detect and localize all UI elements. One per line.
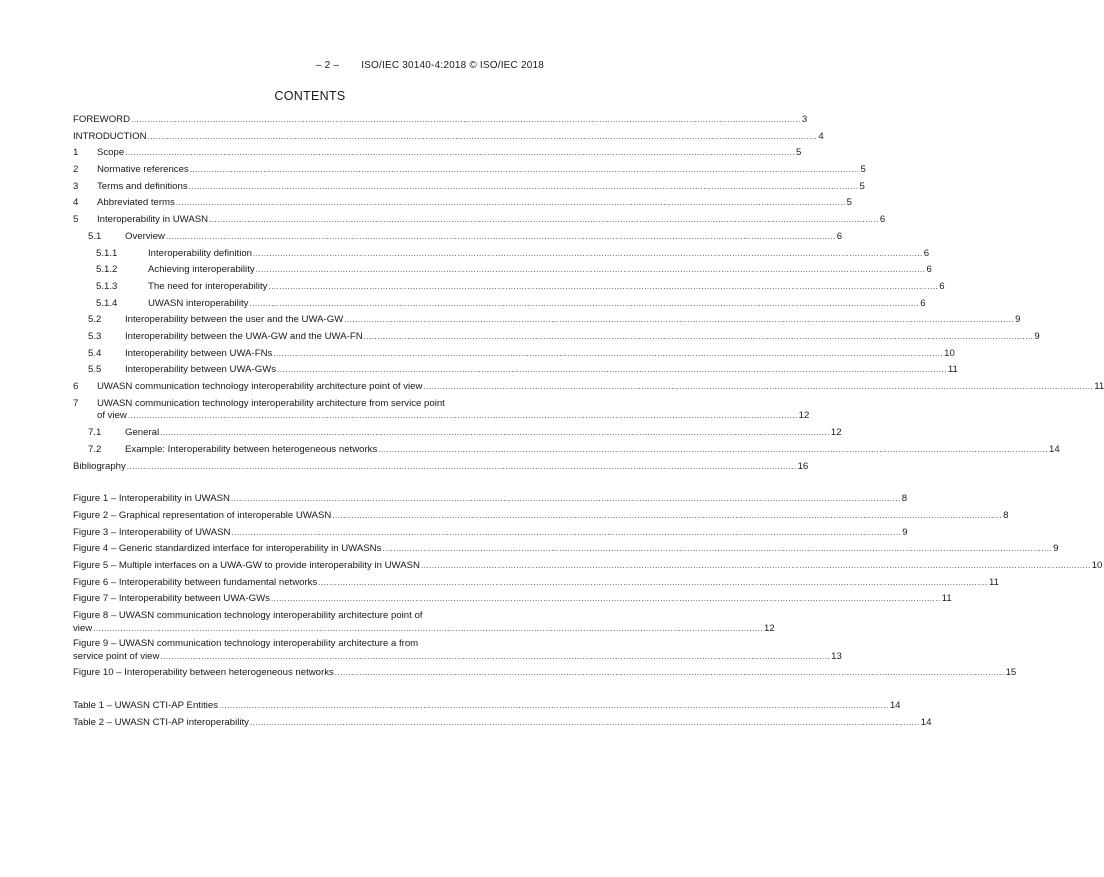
entry-page: 9: [1034, 330, 1040, 342]
dot-leader: [364, 329, 1034, 346]
entry-number: 2: [73, 164, 79, 176]
dot-leader: [249, 296, 919, 313]
toc-entry[interactable]: [73, 145, 802, 162]
dot-leader: [125, 145, 795, 162]
entry-number: 5.5: [88, 364, 102, 376]
entry-label: Figure 10 – Interoperability between heterogeneous networks: [73, 667, 334, 679]
entry-page: 13: [831, 650, 842, 662]
entry-page: 6: [836, 230, 843, 242]
toc-entry[interactable]: [73, 179, 865, 196]
dot-leader: [256, 262, 926, 279]
entry-page: 5: [859, 180, 865, 192]
entry-label: Figure 7 – Interoperability between UWA-GWs: [73, 593, 270, 605]
toc-entry[interactable]: [73, 246, 930, 263]
entry-number: 5.4: [88, 347, 102, 359]
entry-page: 6: [939, 280, 945, 292]
entry-page: 14: [920, 716, 932, 728]
entry-page: 16: [797, 460, 809, 472]
table-entry[interactable]: [73, 698, 901, 715]
toc-entry[interactable]: [73, 397, 810, 424]
entry-label: Interoperability in UWASN: [97, 214, 209, 226]
dot-leader: [176, 195, 846, 212]
toc-entry[interactable]: [73, 346, 955, 363]
entry-number: 7.1: [88, 427, 102, 439]
figure-entry[interactable]: [73, 591, 952, 608]
entry-label: Interoperability between the UWA-GW and the UWA-FN: [125, 330, 363, 342]
entry-label: Figure 4 – Generic standardized interface for interoperability in UWASNs: [73, 543, 382, 555]
dot-leader: [332, 508, 1002, 525]
dot-leader: [271, 591, 941, 608]
figure-entry[interactable]: [73, 525, 908, 542]
toc-entry[interactable]: [73, 296, 926, 313]
toc-entry[interactable]: [73, 442, 1060, 459]
entry-label-continued: service point of view: [73, 650, 160, 662]
entry-label: Scope: [97, 147, 125, 159]
entry-label: Interoperability between the user and the UWA-GW: [125, 314, 344, 326]
dot-leader: [93, 623, 763, 636]
page-header: [0, 60, 544, 71]
toc-entry[interactable]: [73, 425, 842, 442]
dot-leader: [231, 525, 901, 542]
section-gap: [73, 682, 545, 698]
table-entry[interactable]: [73, 715, 932, 732]
contents-title: CONTENTS: [274, 89, 346, 103]
entry-number: 6: [73, 381, 79, 392]
entry-label: Figure 5 – Multiple interfaces on a UWA-GW to provide interoperability in UWASN: [73, 560, 420, 572]
entry-label: UWASN interoperability: [148, 297, 249, 309]
toc-entry[interactable]: [73, 129, 824, 146]
entry-page: 6: [879, 214, 886, 226]
entry-page: 9: [1015, 314, 1021, 326]
dot-leader: [335, 665, 1005, 682]
entry-label: Figure 1 – Interoperability in UWASN: [73, 493, 230, 505]
figure-entry[interactable]: [73, 541, 1059, 558]
toc-entry[interactable]: [73, 195, 852, 212]
entry-label: Figure 8 – UWASN communication technology interoperability architecture point of: [73, 610, 423, 622]
entry-label: FOREWORD: [73, 114, 131, 125]
entry-number: 4: [73, 197, 79, 209]
page-number: – 2 –: [315, 60, 340, 71]
figure-entry[interactable]: [73, 491, 908, 508]
entry-page: 6: [923, 247, 930, 259]
entry-number: 5.3: [88, 330, 102, 342]
entry-label: Figure 2 – Graphical representation of interoperable UWASN: [73, 510, 332, 522]
toc-entry[interactable]: [73, 212, 886, 229]
dot-leader: [127, 459, 797, 476]
figure-entry[interactable]: [73, 665, 1017, 682]
entry-label: Terms and definitions: [97, 180, 188, 192]
entry-page: 8: [1003, 510, 1009, 522]
dot-leader: [148, 129, 818, 146]
entry-number: 3: [73, 180, 79, 192]
entry-page: 5: [795, 147, 802, 159]
entry-label: Abbreviated terms: [97, 197, 175, 209]
dot-leader: [423, 379, 1093, 396]
entry-number: 5.1.1: [96, 247, 118, 259]
dot-leader: [189, 179, 859, 196]
entry-number: 5: [73, 214, 79, 226]
entry-number: 7.2: [88, 443, 102, 455]
dot-leader: [250, 715, 920, 732]
entry-label: Overview: [125, 230, 165, 242]
entry-page: 11: [1094, 381, 1104, 392]
entry-label: Figure 9 – UWASN communication technology interoperability architecture a from: [73, 637, 419, 649]
toc-entry[interactable]: [73, 329, 1040, 346]
entry-page: 10: [1091, 560, 1103, 572]
entry-label: Interoperability between UWA-FNs: [125, 347, 273, 359]
entry-page: 8: [901, 493, 908, 505]
entry-number: 5.1.4: [96, 297, 118, 309]
table-of-contents: [73, 112, 1104, 731]
entry-label: UWASN communication technology interoperability architecture point of view: [97, 381, 423, 392]
entry-number: 5.1.3: [96, 280, 118, 292]
toc-entry[interactable]: [73, 229, 843, 246]
entry-page: 6: [920, 297, 926, 309]
entry-page: 12: [763, 622, 775, 634]
entry-page: 3: [801, 114, 808, 125]
entry-page: 15: [1005, 667, 1017, 679]
entry-number: 5.1: [88, 230, 102, 242]
toc-entry[interactable]: [73, 279, 945, 296]
entry-number: 5.2: [88, 314, 102, 326]
dot-leader: [421, 558, 1091, 575]
entry-page: 6: [926, 264, 932, 276]
figure-entry[interactable]: [73, 610, 775, 636]
dot-leader: [231, 491, 901, 508]
entry-label-continued: view: [73, 622, 93, 634]
entry-label: General: [125, 427, 160, 439]
entry-label: Table 1 – UWASN CTI-AP Entities: [73, 700, 219, 712]
dot-leader: [131, 112, 801, 129]
entry-page: 12: [830, 427, 842, 439]
dot-leader: [378, 442, 1048, 459]
dot-leader: [209, 212, 879, 229]
entry-label: Figure 6 – Interoperability between fundamental networks: [73, 576, 318, 588]
entry-label: Interoperability definition: [148, 247, 252, 259]
entry-page: 9: [902, 526, 908, 538]
dot-leader: [277, 362, 947, 379]
entry-label: Table 2 – UWASN CTI-AP interoperability: [73, 716, 249, 728]
entry-page: 5: [846, 197, 852, 209]
figure-entry[interactable]: [73, 508, 1009, 525]
entry-label: UWASN communication technology interoperability architecture from service point: [97, 397, 445, 409]
dot-leader: [128, 410, 798, 423]
entry-number: 1: [73, 147, 79, 159]
toc-entry[interactable]: [73, 459, 809, 476]
entry-page: 10: [944, 347, 955, 359]
entry-label-continued: of view: [97, 410, 127, 422]
dot-leader: [190, 162, 860, 179]
entry-label: Figure 3 – Interoperability of UWASN: [73, 526, 231, 538]
dot-leader: [273, 346, 943, 363]
entry-label: INTRODUCTION: [73, 130, 147, 142]
toc-entry[interactable]: [73, 262, 932, 279]
dot-leader: [344, 312, 1014, 329]
entry-label: Bibliography: [73, 460, 126, 472]
dot-leader: [219, 698, 889, 715]
toc-entry[interactable]: [73, 112, 808, 129]
dot-leader: [382, 541, 1052, 558]
figure-entry[interactable]: [73, 575, 999, 592]
entry-page: 9: [1053, 543, 1059, 555]
toc-entry[interactable]: [73, 362, 958, 379]
entry-label: Achieving interoperability: [148, 264, 255, 276]
figure-entry[interactable]: [73, 637, 842, 664]
entry-page: 11: [989, 576, 999, 588]
entry-page: 14: [1049, 443, 1060, 455]
section-gap: [73, 475, 545, 491]
dot-leader: [166, 229, 836, 246]
entry-label: Interoperability between UWA-GWs: [125, 364, 277, 376]
document-id: ISO/IEC 30140-4:2018 © ISO/IEC 2018: [361, 60, 544, 71]
entry-page: 12: [798, 410, 810, 422]
entry-page: 4: [818, 130, 824, 142]
entry-page: 11: [947, 364, 958, 376]
dot-leader: [160, 651, 830, 664]
dot-leader: [253, 246, 923, 263]
entry-label: Normative references: [97, 164, 189, 176]
toc-entry[interactable]: [73, 162, 866, 179]
toc-entry[interactable]: [73, 312, 1021, 329]
entry-label: The need for interoperability: [148, 280, 268, 292]
dot-leader: [318, 575, 988, 592]
entry-page: 5: [860, 164, 866, 176]
entry-page: 14: [889, 700, 901, 712]
figure-entry[interactable]: [73, 558, 1103, 575]
dot-leader: [268, 279, 938, 296]
entry-number: 5.1.2: [96, 264, 118, 276]
entry-number: 7: [73, 397, 79, 409]
dot-leader: [160, 425, 830, 442]
toc-entry[interactable]: [73, 379, 1104, 396]
entry-page: 11: [941, 593, 952, 605]
entry-label: Example: Interoperability between heterogeneous networks: [125, 443, 378, 455]
